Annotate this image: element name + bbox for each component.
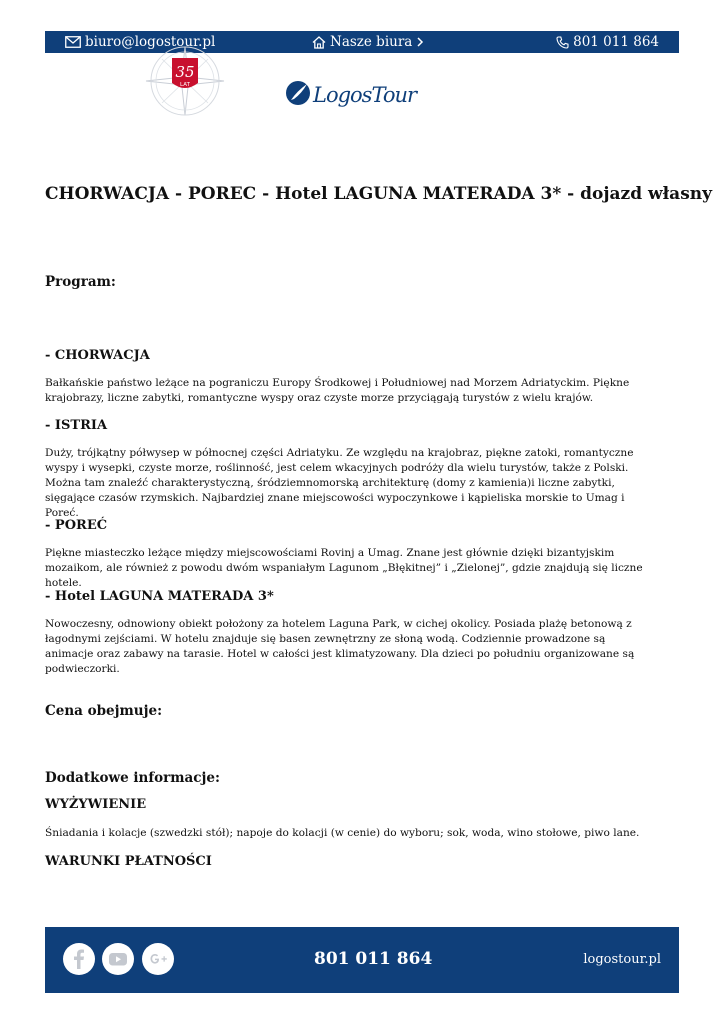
section-text-porec: Piękne miasteczko leżące między miejscowościami Rovinj a Umag. Znane jest głównie dzięki bizantyjskim mozaikom, ale również z powodu dwóm wspaniałym Lagunom „Błękitnej” i „Zielonej”, gdzie znajdują się liczne hotele.	[45, 547, 643, 589]
section-heading-istria: - ISTRIA	[45, 418, 108, 433]
meals-heading: WYŻYWIENIE	[45, 797, 147, 812]
section-text-hotel: Nowoczesny, odnowiony obiekt położony za hotelem Laguna Park, w cichej okolicy. Posiada plażę betonową z łagodnymi zejściami. W hotelu znajduje się basen zewnętrzny ze słoną wodą. Codziennie prowadzone są animacje oraz zabawy na tarasie. Hotel w całości jest klimatyzowany. Dla dzieci po południu organizowane są podwieczorki.	[45, 618, 635, 675]
phone-link[interactable]	[556, 34, 659, 50]
offices-text: Nasze biura	[330, 34, 413, 50]
facebook-button[interactable]	[63, 943, 95, 975]
logo-text: LogosTour	[313, 83, 417, 107]
google-plus-button[interactable]	[142, 943, 174, 975]
anniversary-badge	[144, 53, 226, 115]
google-plus-icon	[142, 943, 174, 975]
section-heading-hotel: - Hotel LAGUNA MATERADA 3*	[45, 589, 274, 604]
page-title: CHORWACJA - POREC - Hotel LAGUNA MATERADA 3* - dojazd własny	[45, 184, 713, 204]
top-contact-bar	[45, 31, 679, 53]
badge-number: 35	[175, 63, 195, 81]
section-text-croatia: Bałkańskie państwo leżące na pograniczu Europy Środkowej i Południowej nad Morzem Adriatyckim. Piękne krajobrazy, liczne zabytki, romantyczne wyspy oraz czyste morze przyciągają turystów z wielu krajów.	[45, 377, 630, 404]
program-heading: Program:	[45, 274, 116, 290]
footer-phone[interactable]: 801 011 864	[314, 949, 433, 969]
email-text: biuro@logostour.pl	[85, 34, 216, 50]
extra-info-heading: Dodatkowe informacje:	[45, 770, 220, 786]
youtube-icon	[102, 943, 134, 975]
meals-text: Śniadania i kolacje (szwedzki stół); napoje do kolacji (w cenie) do wyboru; sok, woda, wino stołowe, piwo lane.	[45, 827, 640, 839]
footer-website-link[interactable]: logostour.pl	[583, 952, 661, 967]
price-heading: Cena obejmuje:	[45, 703, 163, 719]
offices-link[interactable]	[312, 34, 424, 50]
chevron-right-icon	[416, 37, 424, 47]
house-icon	[312, 36, 326, 49]
footer-bar	[45, 927, 679, 993]
section-text-istria: Duży, trójkątny półwysep w północnej części Adriatyku. Ze względu na krajobraz, piękne zatoki, romantyczne wyspy i wysepki, czyste morze, roślinność, jest celem wkacyjnych podróży dla wielu turystów, także z Polski. Można tam znaleźć charakterystyczną, śródziemnomorską architekturę (domy z kamienia)i liczne zabytki, sięgające czasów rzymskich. Najbardziej znane miejscowości wypoczynkowe i kąpieliska morskie to Umag i Poreć.	[45, 447, 634, 519]
phone-text: 801 011 864	[573, 34, 659, 50]
logostour-logo[interactable]	[285, 76, 417, 116]
facebook-icon	[63, 943, 95, 975]
section-heading-porec: - POREĆ	[45, 518, 108, 533]
phone-icon	[556, 36, 569, 49]
payment-heading: WARUNKI PŁATNOŚCI	[45, 854, 212, 869]
envelope-icon	[65, 36, 81, 48]
section-heading-croatia: - CHORWACJA	[45, 348, 150, 363]
youtube-button[interactable]	[102, 943, 134, 975]
badge-text: LAT	[180, 82, 190, 88]
